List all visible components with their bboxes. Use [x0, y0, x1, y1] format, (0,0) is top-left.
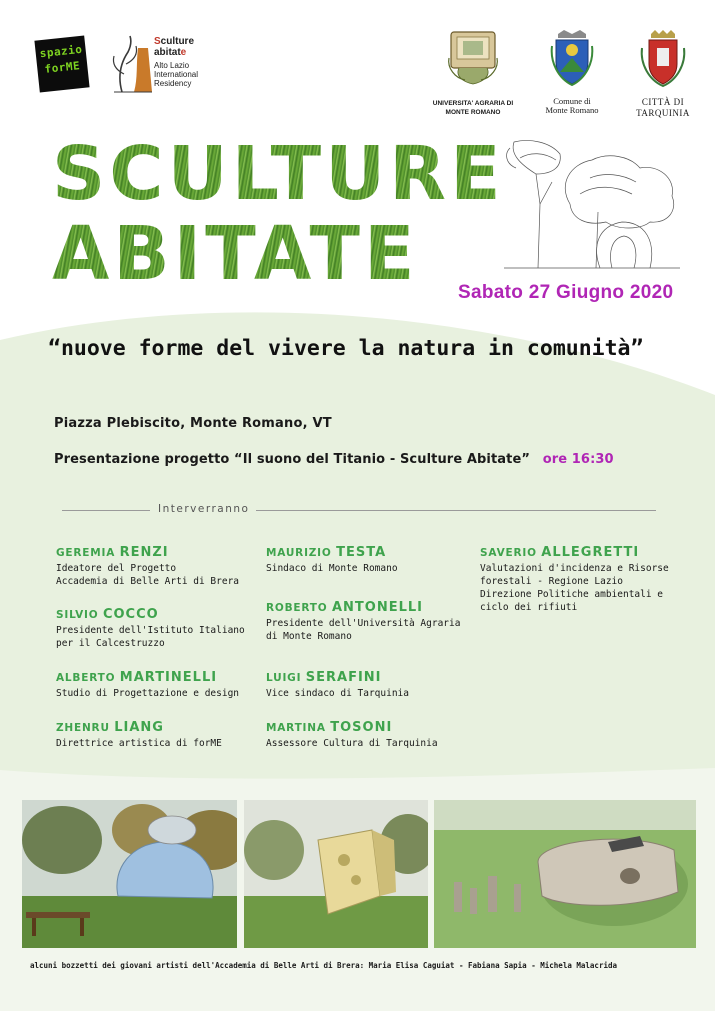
event-subtitle: “nuove forme del vivere la natura in comunità” [48, 336, 644, 361]
sculture-logo-word2-suffix: e [180, 47, 187, 58]
speaker-role-line: per il Calcestruzzo [56, 638, 165, 649]
speaker-first-name: MARTINA [266, 722, 326, 734]
speaker-renzi [56, 545, 239, 588]
speaker-first-name: SILVIO [56, 609, 99, 621]
speaker-last-name: MARTINELLI [119, 670, 218, 685]
presentation-text: Presentazione progetto “Il suono del Titanio - Sculture Abitate” [54, 452, 531, 467]
speaker-role-line: Vice sindaco di Tarquinia [266, 688, 409, 699]
tarquinia-crest-icon [639, 28, 687, 88]
speaker-antonelli [266, 600, 460, 643]
speakers-divider-right [256, 510, 656, 511]
monte-romano-crest-icon [550, 28, 594, 86]
monte-romano-name-line1: Comune di [553, 96, 591, 106]
sculture-abitate-logo [108, 34, 218, 98]
comune-monte-romano-logo [540, 28, 604, 115]
universita-crest-icon [445, 28, 501, 86]
event-presentation [54, 452, 614, 467]
speaker-role-line: Direzione Politiche ambientali e [480, 589, 664, 600]
spazio-logo-line1: spazio [39, 42, 84, 61]
spazio-forme-logo [34, 36, 89, 93]
speaker-first-name: SAVERIO [480, 547, 537, 559]
tarquinia-name-line2: TARQUINIA [636, 108, 690, 118]
speaker-first-name: GEREMIA [56, 547, 116, 559]
speaker-testa [266, 545, 398, 575]
speaker-last-name: RENZI [119, 545, 169, 560]
citta-tarquinia-logo [628, 28, 698, 119]
speaker-first-name: LUIGI [266, 672, 302, 684]
speaker-liang [56, 720, 222, 750]
speaker-last-name: TOSONI [330, 720, 393, 735]
speaker-role-line: Presidente dell'Istituto Italiano [56, 625, 245, 636]
sculture-logo-line4: International [154, 70, 199, 79]
photo-caption: alcuni bozzetti dei giovani artisti dell'Accademia di Belle Arti di Brera: Maria Elisa Caguiat - Fabiana Sapia - Michela Malacrida [30, 961, 617, 970]
tarquinia-name-line1: CITTÀ DI [641, 97, 685, 107]
speaker-tosoni [266, 720, 438, 750]
universita-name-line2: MONTE ROMANO [445, 109, 501, 116]
speaker-role-line: di Monte Romano [266, 631, 352, 642]
speaker-role-line: Valutazioni d'incidenza e Risorse [480, 563, 669, 574]
speaker-first-name: MAURIZIO [266, 547, 332, 559]
speaker-first-name: ALBERTO [56, 672, 116, 684]
speaker-role-line: Assessore Cultura di Tarquinia [266, 738, 438, 749]
speakers-divider-left [62, 510, 150, 511]
event-time: ore 16:30 [542, 452, 614, 467]
sculture-logo-word2: abitat [154, 47, 181, 58]
sculture-logo-line5: Residency [154, 79, 192, 88]
event-title-line1: SCULTURE [52, 131, 505, 217]
speaker-first-name: ZHENRU [56, 722, 110, 734]
sculture-logo-initial: S [154, 36, 161, 47]
speaker-serafini [266, 670, 409, 700]
speaker-role-line: Sindaco di Monte Romano [266, 563, 398, 574]
speaker-role-line: Presidente dell'Università Agraria [266, 618, 461, 629]
sculture-logo-line3: Alto Lazio [154, 61, 190, 70]
monte-romano-name-line2: Monte Romano [545, 105, 599, 115]
speaker-last-name: LIANG [114, 720, 164, 735]
speaker-allegretti [480, 545, 669, 614]
event-title [52, 131, 505, 297]
speakers-header: Interverranno [158, 503, 250, 515]
event-date: Sabato 27 Giugno 2020 [458, 282, 674, 303]
speaker-last-name: SERAFINI [305, 670, 382, 685]
speaker-last-name: TESTA [336, 545, 387, 560]
speaker-last-name: ALLEGRETTI [541, 545, 640, 560]
speaker-role-line: ciclo dei rifiuti [480, 602, 578, 613]
speaker-first-name: ROBERTO [266, 602, 328, 614]
speaker-last-name: ANTONELLI [331, 600, 423, 615]
speaker-last-name: COCCO [102, 607, 159, 622]
event-place: Piazza Plebiscito, Monte Romano, VT [54, 416, 332, 431]
universita-agraria-logo [432, 28, 514, 117]
speaker-role-line: Accademia di Belle Arti di Brera [56, 576, 240, 587]
speaker-role-line: forestali - Regione Lazio [480, 576, 623, 587]
speaker-role-line: Ideatore del Progetto [56, 563, 177, 574]
sculpture-photo-1 [22, 800, 237, 948]
sculpture-photo-3 [434, 800, 696, 948]
tree-sculpture-illustration [500, 134, 685, 274]
speaker-role-line: Studio di Progettazione e design [56, 688, 240, 699]
speaker-martinelli [56, 670, 239, 700]
speaker-cocco [56, 607, 245, 650]
event-title-line2: ABITATE [52, 211, 419, 297]
speaker-role-line: Direttrice artistica di forME [56, 738, 222, 749]
universita-name-line1: UNIVERSITA' AGRARIA DI [432, 100, 514, 107]
sculture-logo-word1: culture [160, 36, 195, 47]
sculture-logo-mark-icon [108, 34, 154, 96]
sculpture-photo-2 [244, 800, 428, 948]
spazio-logo-line2: forME [43, 59, 81, 76]
